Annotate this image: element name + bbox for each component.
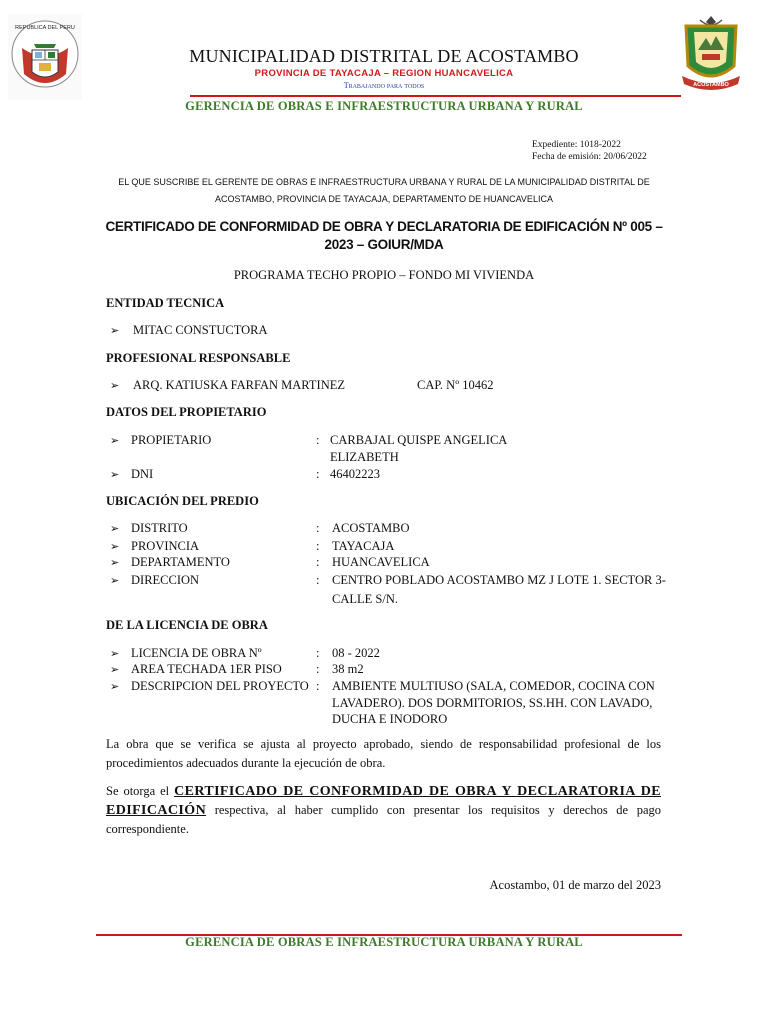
- field-value: 08 - 2022: [332, 646, 380, 660]
- profesional-name: ARQ. KATIUSKA FARFAN MARTINEZ: [133, 378, 345, 392]
- field-label: PROVINCIA: [131, 539, 200, 553]
- footer-department: GERENCIA DE OBRAS E INFRAESTRUCTURA URBANA Y RURAL: [185, 935, 583, 949]
- bullet-icon: ➢: [110, 523, 120, 535]
- intro-statement: EL QUE SUSCRIBE EL GERENTE DE OBRAS E INFRAESTRUCTURA URBANA Y RURAL DE LA MUNICIPALIDAD DISTRITAL DE ACOSTAMBO, PROVINCIA DE TAYACAJA, DEPARTAMENTO DE HUANCAVELICA: [118, 177, 650, 204]
- svg-text:ACOSTAMBO: ACOSTAMBO: [693, 82, 729, 88]
- field-label: LICENCIA DE OBRA Nº: [131, 646, 262, 660]
- province-region-subtitle: PROVINCIA DE TAYACAJA – REGION HUANCAVELICA: [254, 68, 514, 79]
- field-label: PROPIETARIO: [131, 433, 212, 447]
- grant-paragraph: [106, 782, 661, 839]
- colon-separator: :: [316, 467, 320, 481]
- section-heading-profesional: PROFESIONAL RESPONSABLE: [106, 351, 291, 365]
- field-value-continued: DUCHA E INODORO: [332, 712, 448, 726]
- bullet-icon: ➢: [110, 380, 120, 392]
- certificate-title: CERTIFICADO DE CONFORMIDAD DE OBRA Y DECLARATORIA DE EDIFICACIÓN Nº 005 – 2023 – GOIUR/MDA: [105, 219, 663, 252]
- grant-prefix: Se otorga el: [106, 784, 170, 798]
- field-value-continued: CALLE S/N.: [332, 592, 398, 606]
- expediente-number: Expediente: 1018-2022: [532, 140, 621, 150]
- program-name: PROGRAMA TECHO PROPIO – FONDO MI VIVIENDA: [233, 268, 535, 282]
- bullet-icon: ➢: [110, 435, 120, 447]
- bullet-icon: ➢: [110, 648, 120, 660]
- colon-separator: :: [316, 679, 320, 693]
- verification-paragraph: La obra que se verifica se ajusta al proyecto aprobado, siendo de responsabilidad profesional de los procedimientos adecuados durante la ejecución de obra.: [106, 737, 661, 770]
- field-label: DESCRIPCION DEL PROYECTO: [131, 679, 309, 693]
- field-value-continued: ELIZABETH: [330, 450, 399, 464]
- section-heading-entidad: ENTIDAD TECNICA: [106, 296, 225, 310]
- bullet-icon: ➢: [110, 541, 120, 553]
- municipality-title: MUNICIPALIDAD DISTRITAL DE ACOSTAMBO: [189, 46, 579, 66]
- field-value: ACOSTAMBO: [332, 521, 410, 535]
- colon-separator: :: [316, 646, 320, 660]
- bullet-icon: ➢: [110, 681, 120, 693]
- place-date-line: Acostambo, 01 de marzo del 2023: [489, 878, 661, 892]
- header-divider: [190, 95, 681, 97]
- bullet-icon: ➢: [110, 557, 120, 569]
- colon-separator: :: [316, 662, 320, 676]
- colon-separator: :: [316, 521, 320, 535]
- field-value: 38 m2: [332, 662, 364, 676]
- field-label: DEPARTAMENTO: [131, 555, 230, 569]
- field-value: HUANCAVELICA: [332, 555, 430, 569]
- grant-certificate-name: CERTIFICADO DE CONFORMIDAD DE OBRA Y DECLARATORIA DE EDIFICACIÓN: [106, 784, 661, 818]
- field-label: DISTRITO: [131, 521, 188, 535]
- bullet-icon: ➢: [110, 469, 120, 481]
- issue-date: Fecha de emisión: 20/06/2022: [532, 152, 647, 162]
- profesional-cap: CAP. Nº 10462: [417, 378, 494, 392]
- municipality-slogan: Trabajando para todos: [343, 81, 425, 90]
- field-value: CENTRO POBLADO ACOSTAMBO MZ J LOTE 1. SECTOR 3-: [332, 573, 666, 587]
- field-label: DNI: [131, 467, 154, 481]
- department-title: GERENCIA DE OBRAS E INFRAESTRUCTURA URBANA Y RURAL: [185, 99, 583, 113]
- bullet-icon: ➢: [110, 325, 120, 337]
- colon-separator: :: [316, 539, 320, 553]
- colon-separator: :: [316, 433, 320, 447]
- grant-suffix: respectiva, al haber cumplido con presentar los requisitos y derechos de pago correspondiente.: [106, 803, 661, 836]
- field-value: TAYACAJA: [332, 539, 395, 553]
- bullet-icon: ➢: [110, 575, 120, 587]
- bullet-icon: ➢: [110, 664, 120, 676]
- field-value: AMBIENTE MULTIUSO (SALA, COMEDOR, COCINA CON: [332, 679, 655, 693]
- field-label: AREA TECHADA 1ER PISO: [131, 662, 282, 676]
- field-label: DIRECCION: [131, 573, 200, 587]
- colon-separator: :: [316, 573, 320, 587]
- field-value: CARBAJAL QUISPE ANGELICA: [330, 433, 508, 447]
- section-heading-licencia: DE LA LICENCIA DE OBRA: [106, 618, 268, 632]
- svg-text:REPUBLICA DEL PERU: REPUBLICA DEL PERU: [15, 25, 75, 31]
- section-heading-propietario: DATOS DEL PROPIETARIO: [106, 405, 267, 419]
- entidad-value: MITAC CONSTUCTORA: [133, 323, 268, 337]
- section-heading-ubicacion: UBICACIÓN DEL PREDIO: [106, 494, 259, 508]
- field-value-continued: LAVADERO). DOS DORMITORIOS, SS.HH. CON LAVADO,: [332, 696, 653, 710]
- field-value: 46402223: [330, 467, 380, 481]
- colon-separator: :: [316, 555, 320, 569]
